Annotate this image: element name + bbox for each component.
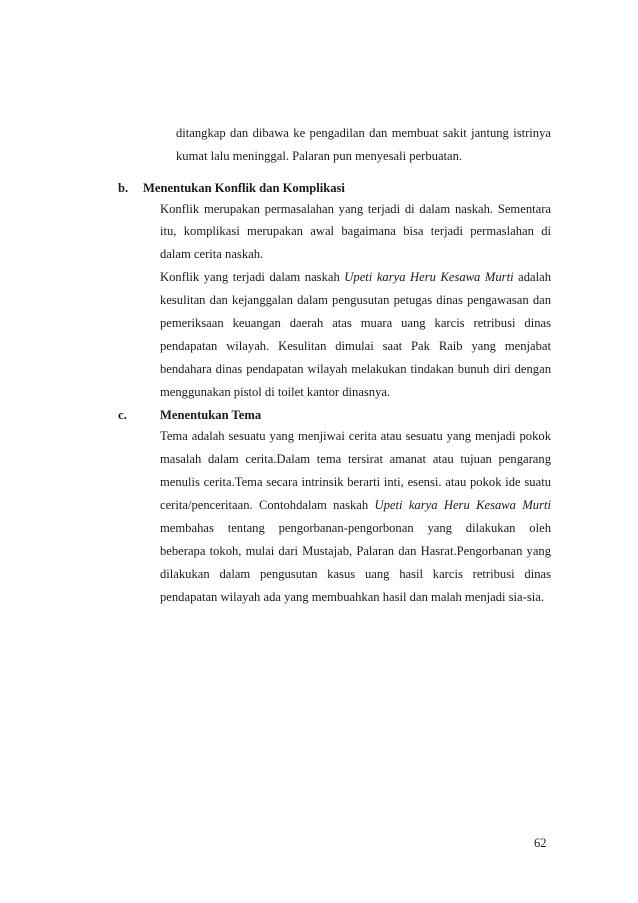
intro-line-1: ditangkap dan dibawa ke pengadilan dan membuat sakit jantung istrinya [176, 126, 551, 140]
section-b-heading: Menentukan Konflik dan Komplikasi [143, 181, 345, 195]
intro-line-2: kumat lalu meninggal. Palaran pun menyesali perbuatan. [176, 149, 463, 163]
section-b-p2-line-1 [160, 269, 551, 285]
section-b-p1-line-2: itu, komplikasi merupakan awal bagaimana bisa terjadi permaslahan di [160, 224, 551, 238]
section-b-p2-line-6: menggunakan pistol di toilet kantor dinasnya. [160, 385, 391, 399]
section-b-p2-line-5: bendahara dinas pendapatan wilayah melakukan tindakan bunuh diri dengan [160, 362, 551, 376]
section-b-p1-line-1: Konflik merupakan permasalahan yang terjadi di dalam naskah. Sementara [160, 202, 551, 216]
section-b-p2-text-post: adalah [513, 270, 552, 284]
section-b-p2-title: Upeti karya Heru Kesawa Murti [344, 270, 514, 284]
section-b-p2-line-2: kesulitan dan kejanggalan dalam pengusutan petugas dinas pengawasan dan [160, 293, 551, 307]
section-c-marker: c. [118, 408, 127, 422]
section-b-p1-line-3: dalam cerita naskah. [160, 247, 264, 261]
section-c-heading: Menentukan Tema [160, 408, 262, 422]
section-c-line-5: membahas tentang pengorbanan-pengorbonan yang dilakukan oleh [160, 521, 551, 535]
section-c-line-8: pendapatan wilayah ada yang membuahkan hasil dan malah menjadi sia-sia. [160, 590, 544, 604]
section-b-p2-text-pre: Konflik yang terjadi dalam naskah [160, 270, 345, 284]
section-c-line-7: dilakukan dalam pengusutan kasus uang hasil karcis retribusi dinas [160, 567, 551, 581]
page-number: 62 [534, 836, 547, 850]
section-c-line-1: Tema adalah sesuatu yang menjiwai cerita atau sesuatu yang menjadi pokok [160, 429, 551, 443]
section-c-l4-title: Upeti karya Heru Kesawa Murti [374, 498, 552, 512]
section-b-marker: b. [118, 181, 129, 195]
section-c-line-3: menulis cerita.Tema secara intrinsik berarti inti, esensi. atau pokok ide suatu [160, 475, 551, 489]
section-c-line-6: beberapa tokoh, mulai dari Mustajab, Palaran dan Hasrat.Pengorbanan yang [160, 544, 551, 558]
section-c-line-2: masalah dalam cerita.Dalam tema tersirat amanat atau tujuan pengarang [160, 452, 551, 466]
section-b-p2-line-3: pemeriksaan keuangan daerah atas muara uang karcis retribusi dinas [160, 316, 551, 330]
section-c-l4-text-pre: cerita/penceritaan. Contohdalam naskah [160, 498, 375, 512]
section-c-line-4 [160, 497, 551, 513]
section-b-p2-line-4: pendapatan wilayah. Kesulitan dimulai saat Pak Raib yang menjabat [160, 339, 551, 353]
